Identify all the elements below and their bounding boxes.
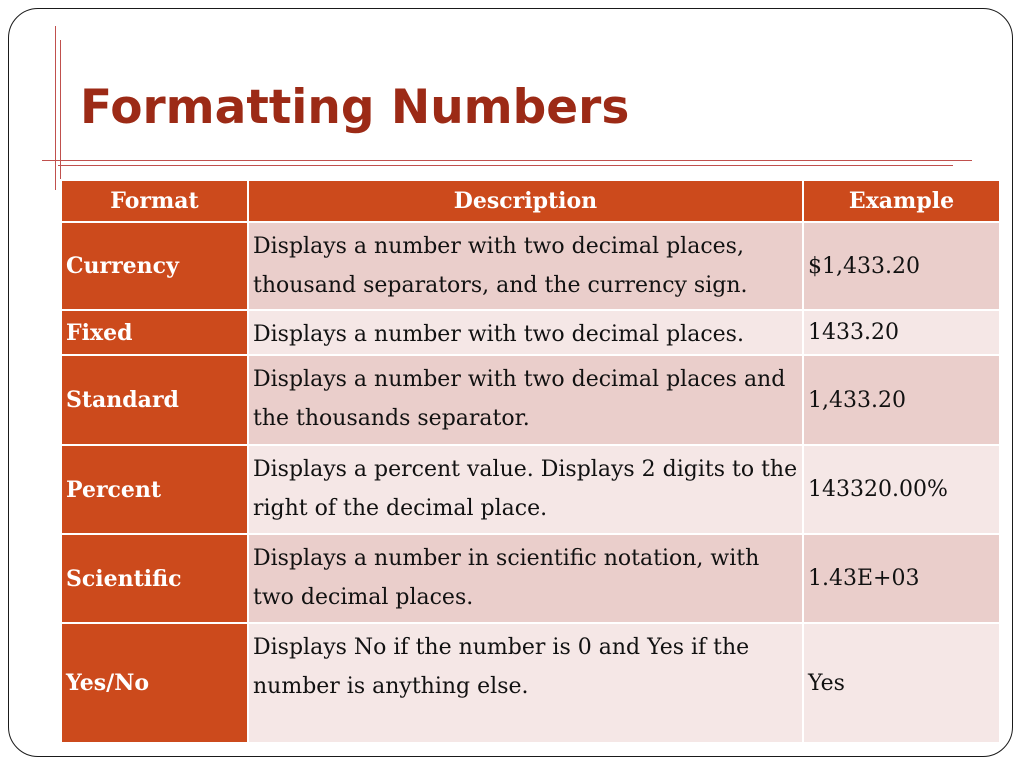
- format-description: Displays a number with two decimal places, thousand separators, and the currency sign.: [248, 222, 803, 310]
- table-row: [61, 534, 1000, 623]
- format-name: Percent: [61, 445, 248, 534]
- accent-line-horizontal: [42, 160, 972, 161]
- table-row: [61, 310, 1000, 355]
- header-format: Format: [61, 180, 248, 222]
- format-description: Displays No if the number is 0 and Yes if the number is anything else.: [248, 623, 803, 743]
- accent-line-vertical-2: [60, 40, 61, 180]
- header-description: Description: [248, 180, 803, 222]
- format-name: Scientific: [61, 534, 248, 623]
- accent-line-horizontal-2: [58, 165, 953, 166]
- format-example: 1433.20: [803, 310, 1000, 355]
- format-name: Yes/No: [61, 623, 248, 743]
- header-example: Example: [803, 180, 1000, 222]
- table-row: [61, 222, 1000, 310]
- slide-title: Formatting Numbers: [80, 80, 630, 135]
- format-description: Displays a number with two decimal places and the thousands separator.: [248, 355, 803, 445]
- format-name: Currency: [61, 222, 248, 310]
- format-description: Displays a number with two decimal places.: [248, 310, 803, 355]
- table-row: [61, 623, 1000, 743]
- format-example: 1,433.20: [803, 355, 1000, 445]
- number-formats-table: [60, 179, 1001, 744]
- format-description: Displays a number in scientific notation, with two decimal places.: [248, 534, 803, 623]
- format-example: 143320.00%: [803, 445, 1000, 534]
- format-example: $1,433.20: [803, 222, 1000, 310]
- format-example: Yes: [803, 623, 1000, 743]
- table-row: [61, 445, 1000, 534]
- format-name: Fixed: [61, 310, 248, 355]
- format-example: 1.43E+03: [803, 534, 1000, 623]
- accent-line-vertical: [55, 26, 56, 190]
- table-row: [61, 355, 1000, 445]
- table-header-row: [61, 180, 1000, 222]
- format-name: Standard: [61, 355, 248, 445]
- format-description: Displays a percent value. Displays 2 digits to the right of the decimal place.: [248, 445, 803, 534]
